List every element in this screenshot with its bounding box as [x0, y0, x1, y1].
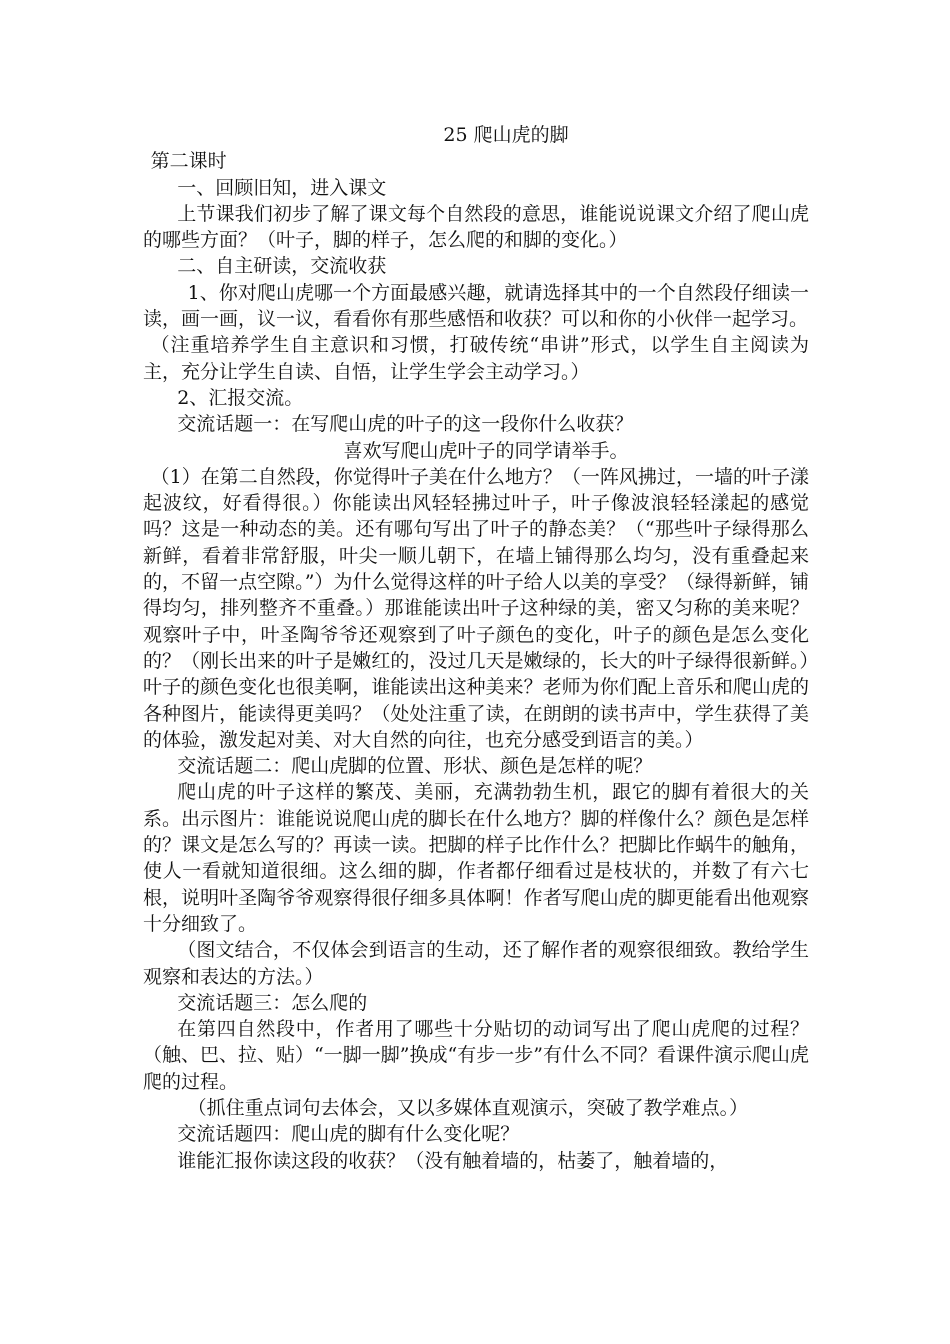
paragraph: 爬山虎的叶子这样的繁茂、美丽，充满勃勃生机，跟它的脚有着很大的关系。出示图片：谁能说说爬山虎的脚长在什么地方？脚的样像什么？颜色是怎样的？课文是怎么写的？再读一读。把脚的样子比作什么？把脚比作蜗牛的触角，使人一看就知道很细。这么细的脚，作者都仔细看过是枝状的，并数了有六七根，说明叶圣陶爷爷观察得很仔细多具体啊！作者写爬山虎的脚更能看出他观察十分细致了。	[143, 781, 809, 935]
topic-heading-2: 交流话题二：爬山虎脚的位置、形状、颜色是怎样的呢？	[177, 755, 653, 778]
document-page	[143, 122, 809, 1174]
paragraph-note: （图文结合，不仅体会到语言的生动，还了解作者的观察很细致。教给学生观察和表达的方法。）	[143, 939, 809, 988]
paragraph-note: （注重培养学生自主意识和习惯，打破传统“串讲”形式，以学生自主阅读为主，充分让学生自读、自悟，让学生学会主动学习。）	[143, 334, 809, 383]
lesson-period: 第二课时	[150, 150, 227, 173]
paragraph: 上节课我们初步了解了课文每个自然段的意思，谁能说说课文介绍了爬山虎的哪些方面？（叶子，脚的样子，怎么爬的和脚的变化。）	[143, 202, 809, 252]
paragraph: 1、你对爬山虎哪一个方面最感兴趣，就请选择其中的一个自然段仔细读一读，画一画，议一议，看看你有那些感悟和收获？可以和你的小伙伴一起学习。	[143, 281, 809, 331]
paragraph: （1）在第二自然段，你觉得叶子美在什么地方？（一阵风拂过，一墙的叶子漾起波纹，好看得很。）你能读出风轻轻拂过叶子，叶子像波浪轻轻漾起的感觉吗？这是一种动态的美。还有哪句写出了叶子的静态美？（“那些叶子绿得那么新鲜，看着非常舒服，叶尖一顺儿朝下，在墙上铺得那么均匀，没有重叠起来的，不留一点空隙。”）为什么觉得这样的叶子给人以美的享受？（绿得新鲜，铺得均匀，排列整齐不重叠。）那谁能读出叶子这种绿的美，密又匀称的美来呢？观察叶子中，叶圣陶爷爷还观察到了叶子颜色的变化，叶子的颜色是怎么变化的？（刚长出来的叶子是嫩红的，没过几天是嫩绿的，长大的叶子绿得很新鲜。）叶子的颜色变化也很美啊，谁能读出这种美来？老师为你们配上音乐和爬山虎的各种图片，能读得更美吗？（处处注重了读，在朗朗的读书声中，学生获得了美的体验，激发起对美、对大自然的向往，也充分感受到语言的美。）	[143, 465, 809, 751]
section-heading-1: 一、回顾旧知，进入课文	[177, 176, 387, 199]
paragraph-note: （抓住重点词句去体会，又以多媒体直观演示，突破了教学难点。）	[187, 1096, 749, 1119]
paragraph: 2、汇报交流。	[177, 386, 304, 409]
paragraph: 喜欢写爬山虎叶子的同学请举手。	[343, 439, 629, 462]
topic-heading-4: 交流话题四：爬山虎的脚有什么变化呢？	[177, 1123, 520, 1146]
paragraph: 谁能汇报你读这段的收获？（没有触着墙的，枯萎了，触着墙的，	[177, 1149, 729, 1172]
section-heading-2: 二、自主研读，交流收获	[177, 255, 387, 278]
topic-heading-1: 交流话题一：在写爬山虎的叶子的这一段你什么收获？	[177, 413, 634, 436]
topic-heading-3: 交流话题三：怎么爬的	[177, 991, 368, 1014]
document-title: 25 爬山虎的脚	[443, 124, 569, 146]
paragraph: 在第四自然段中，作者用了哪些十分贴切的动词写出了爬山虎爬的过程？（触、巴、拉、贴）“一脚一脚”换成“有步一步”有什么不同？看课件演示爬山虎爬的过程。	[143, 1018, 809, 1093]
